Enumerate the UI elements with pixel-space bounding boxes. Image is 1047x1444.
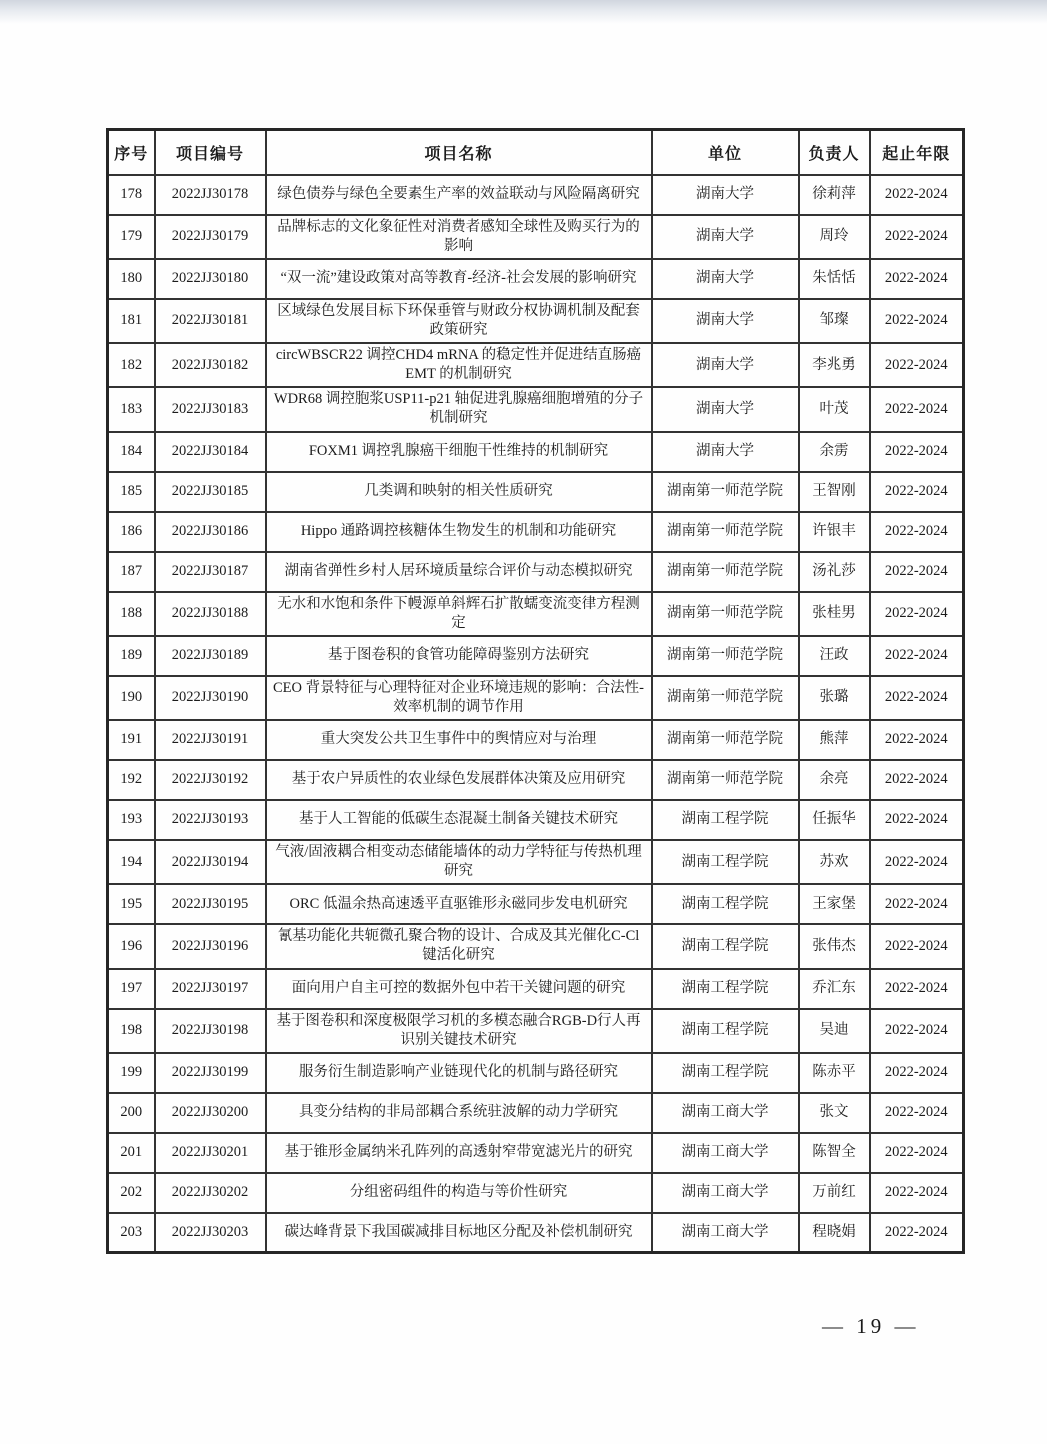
row-number-cell: 200 [108,1093,155,1133]
project-code-cell: 2022JJ30202 [155,1173,266,1213]
row-number-cell: 196 [108,924,155,968]
header-row-number: 序号 [108,130,155,175]
project-title-cell: WDR68 调控胞浆USP11-p21 轴促进乳腺癌细胞增殖的分子机制研究 [266,387,652,431]
project-title-cell: “双一流”建设政策对高等教育-经济-社会发展的影响研究 [266,259,652,299]
projects-table [106,128,965,1254]
years-cell: 2022-2024 [870,299,964,343]
project-title-cell: 几类调和映射的相关性质研究 [266,472,652,512]
project-code-cell: 2022JJ30183 [155,387,266,431]
row-number-cell: 185 [108,472,155,512]
table-row [108,387,964,431]
pi-name-cell: 万前红 [799,1173,870,1213]
project-title-cell: 区域绿色发展目标下环保垂管与财政分权协调机制及配套政策研究 [266,299,652,343]
project-title-cell: 具变分结构的非局部耦合系统驻波解的动力学研究 [266,1093,652,1133]
years-cell: 2022-2024 [870,884,964,924]
years-cell: 2022-2024 [870,552,964,592]
row-number-cell: 197 [108,969,155,1009]
organization-cell: 湖南第一师范学院 [652,472,799,512]
years-cell: 2022-2024 [870,1173,964,1213]
project-code-cell: 2022JJ30201 [155,1133,266,1173]
project-code-cell: 2022JJ30185 [155,472,266,512]
row-number-cell: 182 [108,343,155,387]
table-body [108,175,964,1253]
table-row [108,299,964,343]
table-row [108,343,964,387]
organization-cell: 湖南第一师范学院 [652,552,799,592]
pi-name-cell: 李兆勇 [799,343,870,387]
row-number-cell: 192 [108,760,155,800]
project-title-cell: 基于农户异质性的农业绿色发展群体决策及应用研究 [266,760,652,800]
organization-cell: 湖南工商大学 [652,1133,799,1173]
table-row [108,175,964,215]
table-row [108,1093,964,1133]
project-title-cell: 分组密码组件的构造与等价性研究 [266,1173,652,1213]
project-title-cell: 基于图卷积的食管功能障碍鉴别方法研究 [266,636,652,676]
organization-cell: 湖南工程学院 [652,800,799,840]
project-code-cell: 2022JJ30193 [155,800,266,840]
row-number-cell: 179 [108,215,155,259]
pi-name-cell: 汪政 [799,636,870,676]
pi-name-cell: 王家堡 [799,884,870,924]
years-cell: 2022-2024 [870,512,964,552]
header-years: 起止年限 [870,130,964,175]
row-number-cell: 191 [108,720,155,760]
project-code-cell: 2022JJ30194 [155,840,266,884]
pi-name-cell: 余亮 [799,760,870,800]
row-number-cell: 193 [108,800,155,840]
organization-cell: 湖南大学 [652,387,799,431]
project-title-cell: 基于锥形金属纳米孔阵列的高透射窄带宽滤光片的研究 [266,1133,652,1173]
years-cell: 2022-2024 [870,1093,964,1133]
row-number-cell: 201 [108,1133,155,1173]
project-code-cell: 2022JJ30178 [155,175,266,215]
project-code-cell: 2022JJ30179 [155,215,266,259]
header-project-title: 项目名称 [266,130,652,175]
pi-name-cell: 余雳 [799,432,870,472]
project-title-cell: 氰基功能化共轭微孔聚合物的设计、合成及其光催化C-Cl键活化研究 [266,924,652,968]
project-title-cell: 品牌标志的文化象征性对消费者感知全球性及购买行为的影响 [266,215,652,259]
years-cell: 2022-2024 [870,592,964,636]
organization-cell: 湖南大学 [652,299,799,343]
table-row [108,432,964,472]
organization-cell: 湖南大学 [652,432,799,472]
table-row [108,1133,964,1173]
project-code-cell: 2022JJ30200 [155,1093,266,1133]
pi-name-cell: 陈智全 [799,1133,870,1173]
project-code-cell: 2022JJ30189 [155,636,266,676]
organization-cell: 湖南工商大学 [652,1093,799,1133]
row-number-cell: 199 [108,1053,155,1093]
years-cell: 2022-2024 [870,636,964,676]
page-number: — 19 — [822,1314,920,1338]
row-number-cell: 183 [108,387,155,431]
years-cell: 2022-2024 [870,969,964,1009]
organization-cell: 湖南工程学院 [652,840,799,884]
table-row [108,1213,964,1253]
table-row [108,676,964,720]
project-title-cell: CEO 背景特征与心理特征对企业环境违规的影响：合法性-效率机制的调节作用 [266,676,652,720]
pi-name-cell: 徐莉萍 [799,175,870,215]
pi-name-cell: 朱恬恬 [799,259,870,299]
years-cell: 2022-2024 [870,1133,964,1173]
project-title-cell: 基于人工智能的低碳生态混凝土制备关键技术研究 [266,800,652,840]
organization-cell: 湖南大学 [652,259,799,299]
project-code-cell: 2022JJ30182 [155,343,266,387]
organization-cell: 湖南工商大学 [652,1213,799,1253]
table-row [108,259,964,299]
row-number-cell: 188 [108,592,155,636]
pi-name-cell: 吴迪 [799,1009,870,1053]
project-title-cell: Hippo 通路调控核糖体生物发生的机制和功能研究 [266,512,652,552]
row-number-cell: 178 [108,175,155,215]
project-code-cell: 2022JJ30188 [155,592,266,636]
table-row [108,840,964,884]
years-cell: 2022-2024 [870,800,964,840]
years-cell: 2022-2024 [870,840,964,884]
organization-cell: 湖南工程学院 [652,1009,799,1053]
project-code-cell: 2022JJ30181 [155,299,266,343]
project-code-cell: 2022JJ30186 [155,512,266,552]
row-number-cell: 194 [108,840,155,884]
organization-cell: 湖南第一师范学院 [652,636,799,676]
organization-cell: 湖南第一师范学院 [652,720,799,760]
years-cell: 2022-2024 [870,387,964,431]
years-cell: 2022-2024 [870,472,964,512]
pi-name-cell: 邹璨 [799,299,870,343]
row-number-cell: 190 [108,676,155,720]
organization-cell: 湖南第一师范学院 [652,592,799,636]
scan-artifact-top [0,0,1047,24]
pi-name-cell: 张文 [799,1093,870,1133]
table-row [108,969,964,1009]
project-title-cell: 面向用户自主可控的数据外包中若干关键问题的研究 [266,969,652,1009]
pi-name-cell: 周玲 [799,215,870,259]
project-title-cell: 基于图卷积和深度极限学习机的多模态融合RGB-D行人再识别关键技术研究 [266,1009,652,1053]
project-code-cell: 2022JJ30203 [155,1213,266,1253]
project-code-cell: 2022JJ30196 [155,924,266,968]
table-row [108,924,964,968]
years-cell: 2022-2024 [870,760,964,800]
years-cell: 2022-2024 [870,1213,964,1253]
organization-cell: 湖南工程学院 [652,1053,799,1093]
pi-name-cell: 乔汇东 [799,969,870,1009]
row-number-cell: 202 [108,1173,155,1213]
years-cell: 2022-2024 [870,175,964,215]
organization-cell: 湖南第一师范学院 [652,512,799,552]
organization-cell: 湖南工商大学 [652,1173,799,1213]
table-header-row [108,130,964,175]
row-number-cell: 184 [108,432,155,472]
organization-cell: 湖南大学 [652,175,799,215]
project-code-cell: 2022JJ30187 [155,552,266,592]
organization-cell: 湖南第一师范学院 [652,760,799,800]
project-title-cell: 无水和水饱和条件下幔源单斜辉石扩散蠕变流变律方程测定 [266,592,652,636]
project-code-cell: 2022JJ30184 [155,432,266,472]
years-cell: 2022-2024 [870,720,964,760]
row-number-cell: 198 [108,1009,155,1053]
pi-name-cell: 任振华 [799,800,870,840]
project-title-cell: 碳达峰背景下我国碳减排目标地区分配及补偿机制研究 [266,1213,652,1253]
project-title-cell: FOXM1 调控乳腺癌干细胞干性维持的机制研究 [266,432,652,472]
organization-cell: 湖南第一师范学院 [652,676,799,720]
table-row [108,720,964,760]
project-code-cell: 2022JJ30197 [155,969,266,1009]
project-code-cell: 2022JJ30191 [155,720,266,760]
project-code-cell: 2022JJ30180 [155,259,266,299]
table-row [108,1009,964,1053]
pi-name-cell: 熊萍 [799,720,870,760]
organization-cell: 湖南大学 [652,215,799,259]
project-code-cell: 2022JJ30190 [155,676,266,720]
years-cell: 2022-2024 [870,215,964,259]
project-title-cell: circWBSCR22 调控CHD4 mRNA 的稳定性并促进结直肠癌EMT 的机制研究 [266,343,652,387]
row-number-cell: 189 [108,636,155,676]
row-number-cell: 203 [108,1213,155,1253]
years-cell: 2022-2024 [870,1053,964,1093]
row-number-cell: 186 [108,512,155,552]
pi-name-cell: 叶茂 [799,387,870,431]
organization-cell: 湖南大学 [652,343,799,387]
row-number-cell: 187 [108,552,155,592]
header-project-code: 项目编号 [155,130,266,175]
pi-name-cell: 陈赤平 [799,1053,870,1093]
table-row [108,472,964,512]
table-row [108,512,964,552]
table-row [108,592,964,636]
project-title-cell: 气液/固液耦合相变动态储能墙体的动力学特征与传热机理研究 [266,840,652,884]
years-cell: 2022-2024 [870,432,964,472]
table-row [108,636,964,676]
table-row [108,1053,964,1093]
organization-cell: 湖南工程学院 [652,969,799,1009]
project-title-cell: 重大突发公共卫生事件中的舆情应对与治理 [266,720,652,760]
years-cell: 2022-2024 [870,676,964,720]
project-code-cell: 2022JJ30198 [155,1009,266,1053]
table-row [108,1173,964,1213]
row-number-cell: 180 [108,259,155,299]
organization-cell: 湖南工程学院 [652,884,799,924]
project-code-cell: 2022JJ30199 [155,1053,266,1093]
project-title-cell: 湖南省弹性乡村人居环境质量综合评价与动态模拟研究 [266,552,652,592]
header-pi-name: 负责人 [799,130,870,175]
pi-name-cell: 张伟杰 [799,924,870,968]
pi-name-cell: 张璐 [799,676,870,720]
table-row [108,884,964,924]
pi-name-cell: 苏欢 [799,840,870,884]
project-title-cell: 服务衍生制造影响产业链现代化的机制与路径研究 [266,1053,652,1093]
header-organization: 单位 [652,130,799,175]
years-cell: 2022-2024 [870,259,964,299]
row-number-cell: 181 [108,299,155,343]
pi-name-cell: 汤礼莎 [799,552,870,592]
project-code-cell: 2022JJ30195 [155,884,266,924]
project-title-cell: ORC 低温余热高速透平直驱锥形永磁同步发电机研究 [266,884,652,924]
years-cell: 2022-2024 [870,343,964,387]
organization-cell: 湖南工程学院 [652,924,799,968]
pi-name-cell: 张桂男 [799,592,870,636]
pi-name-cell: 王智刚 [799,472,870,512]
table-row [108,760,964,800]
years-cell: 2022-2024 [870,924,964,968]
row-number-cell: 195 [108,884,155,924]
years-cell: 2022-2024 [870,1009,964,1053]
table-row [108,215,964,259]
pi-name-cell: 程晓娟 [799,1213,870,1253]
table-row [108,552,964,592]
project-code-cell: 2022JJ30192 [155,760,266,800]
project-title-cell: 绿色债券与绿色全要素生产率的效益联动与风险隔离研究 [266,175,652,215]
table-row [108,800,964,840]
pi-name-cell: 许银丰 [799,512,870,552]
